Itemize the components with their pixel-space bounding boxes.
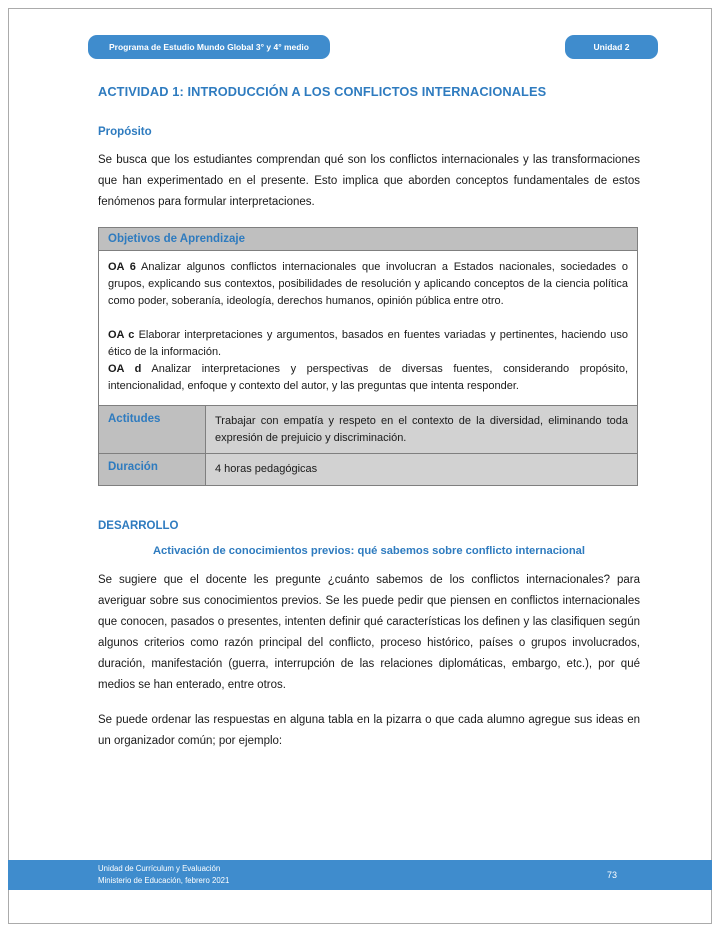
- oa-item-label: OA 6: [108, 261, 136, 273]
- unit-banner: [565, 35, 658, 59]
- program-banner-label: Programa de Estudio Mundo Global 3° y 4° medio: [109, 42, 309, 52]
- page-content: [98, 84, 640, 766]
- proposito-paragraph: Se busca que los estudiantes comprendan qué son los conflictos internacionales y las transformaciones que han experimentado en el presente. Esto implica que aborden conceptos fundamentales de estos fenómenos para formular interpretaciones.: [98, 154, 640, 208]
- desarrollo-heading: DESARROLLO: [98, 519, 179, 532]
- oa-item: [108, 361, 628, 395]
- desarrollo-paragraph-1: Se sugiere que el docente les pregunte ¿cuánto sabemos de los conflictos internacionales? para averiguar sobre sus conocimientos previos. Se les puede pedir que piensen en conflictos internacionales que conocen, pasados o presentes, intenten definir qué características los definen y las clasifiquen según algunos criterios como razón principal del conflicto, proceso histórico, países o grupos involucrados, duración, manifestación (guerra, interrupción de las relaciones diplomáticas, embargo, etc.), por qué medios se han enterado, entre otros.: [98, 573, 640, 691]
- table-row: [99, 454, 638, 486]
- program-banner: [88, 35, 330, 59]
- unit-banner-label: Unidad 2: [593, 42, 630, 52]
- objetivos-table-header: Objetivos de Aprendizaje: [99, 228, 638, 251]
- oa-item-label: OA d: [108, 363, 142, 375]
- activacion-subheading: Activación de conocimientos previos: qué sabemos sobre conflicto internacional: [152, 544, 586, 557]
- table-row: [99, 251, 638, 406]
- oa-item-text: Analizar interpretaciones y perspectivas de diversas fuentes, considerando propósito, intencionalidad, enfoque y contexto del autor, y las preguntas que intenta responder.: [108, 363, 629, 392]
- activity-title: ACTIVIDAD 1: INTRODUCCIÓN A LOS CONFLICTOS INTERNACIONALES: [98, 84, 547, 99]
- duracion-label: Duración: [99, 454, 206, 486]
- actitudes-label: Actitudes: [99, 406, 206, 454]
- desarrollo-paragraph-2: Se puede ordenar las respuestas en alguna tabla en la pizarra o que cada alumno agregue sus ideas en un organizador común; por ejemplo:: [98, 713, 640, 747]
- footer-bar: [8, 860, 712, 890]
- oa-item-label: OA c: [108, 329, 135, 341]
- oa-item-text: Analizar algunos conflictos internacionales que involucran a Estados nacionales, sociedades o grupos, explicando sus contextos, posibilidades de resolución y aplicando conceptos de la ciencia política como poder, soberanía, ideología, derechos humanos, opinión pública entre otro.: [108, 261, 629, 307]
- oa-item-text: Elaborar interpretaciones y argumentos, basados en fuentes variadas y pertinentes, haciendo uso ético de la información.: [108, 329, 628, 358]
- actitudes-value: Trabajar con empatía y respeto en el contexto de la diversidad, eliminando toda expresión de prejuicio y discriminación.: [206, 406, 638, 454]
- footer-line-1: Unidad de Currículum y Evaluación: [98, 863, 221, 873]
- oa-item: [108, 327, 628, 361]
- footer-credits: [98, 863, 229, 888]
- footer-line-2: Ministerio de Educación, febrero 2021: [98, 876, 230, 885]
- oa-item: [108, 259, 628, 310]
- proposito-heading: Propósito: [98, 126, 152, 138]
- objetivos-table: [98, 227, 638, 486]
- table-row: [99, 228, 638, 251]
- duracion-value: 4 horas pedagógicas: [206, 454, 638, 486]
- oa-cell: [99, 251, 638, 406]
- table-row: [99, 406, 638, 454]
- page-number: 73: [606, 870, 617, 880]
